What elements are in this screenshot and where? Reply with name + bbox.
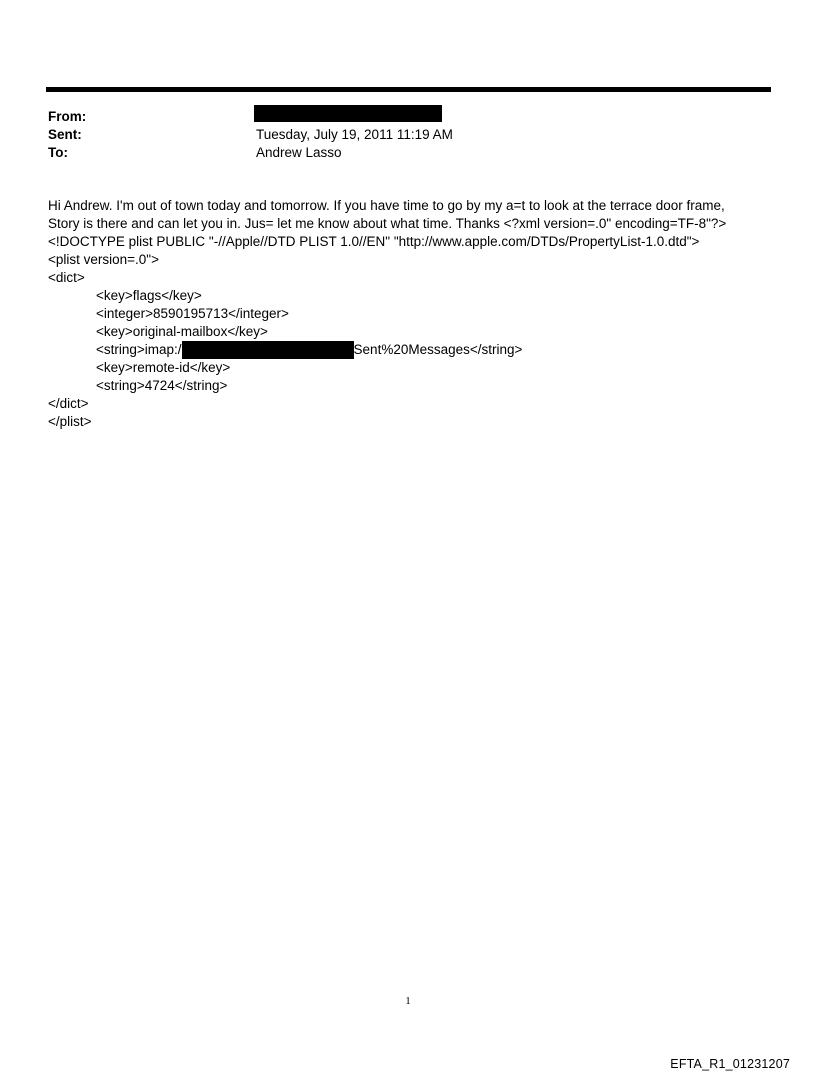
imap-prefix: <string>imap:/: [96, 342, 182, 357]
to-value: Andrew Lasso: [256, 145, 342, 160]
to-row: [48, 144, 768, 162]
body-line-11: <string>4724</string>: [96, 378, 228, 393]
page-number: 1: [405, 995, 411, 1007]
bates-number: EFTA_R1_01231207: [670, 1057, 790, 1071]
from-redaction: [254, 105, 442, 122]
imap-suffix: Sent%20Messages</string>: [353, 342, 523, 357]
from-row: [48, 108, 768, 126]
body-line-12: </dict>: [48, 396, 89, 411]
sent-value: Tuesday, July 19, 2011 11:19 AM: [256, 127, 453, 142]
header-rule: [46, 87, 771, 92]
body-line-4: <plist version=.0">: [48, 252, 159, 267]
sent-label: Sent:: [48, 127, 82, 142]
body-line-7: <integer>8590195713</integer>: [96, 306, 289, 321]
body-line-6: <key>flags</key>: [96, 288, 202, 303]
body-line-1: Hi Andrew. I'm out of town today and tomorrow. If you have time to go by my a=t to look at the terrace door frame,: [48, 198, 725, 213]
body-line-10: <key>remote-id</key>: [96, 360, 231, 375]
body-line-9: [48, 341, 773, 359]
body-line-8: <key>original-mailbox</key>: [96, 324, 268, 339]
email-body: [48, 197, 773, 431]
mailbox-redaction: [182, 341, 354, 359]
body-line-5: <dict>: [48, 270, 85, 285]
body-line-3: <!DOCTYPE plist PUBLIC "-//Apple//DTD PLIST 1.0//EN" "http://www.apple.com/DTDs/PropertyList-1.0.dtd">: [48, 234, 700, 249]
to-label: To:: [48, 145, 68, 160]
body-line-13: </plist>: [48, 414, 92, 429]
from-label: From:: [48, 109, 87, 124]
sent-row: [48, 126, 768, 144]
body-line-2: Story is there and can let you in. Jus= let me know about what time. Thanks <?xml version=.0" encoding=TF-8"?>: [48, 216, 727, 231]
